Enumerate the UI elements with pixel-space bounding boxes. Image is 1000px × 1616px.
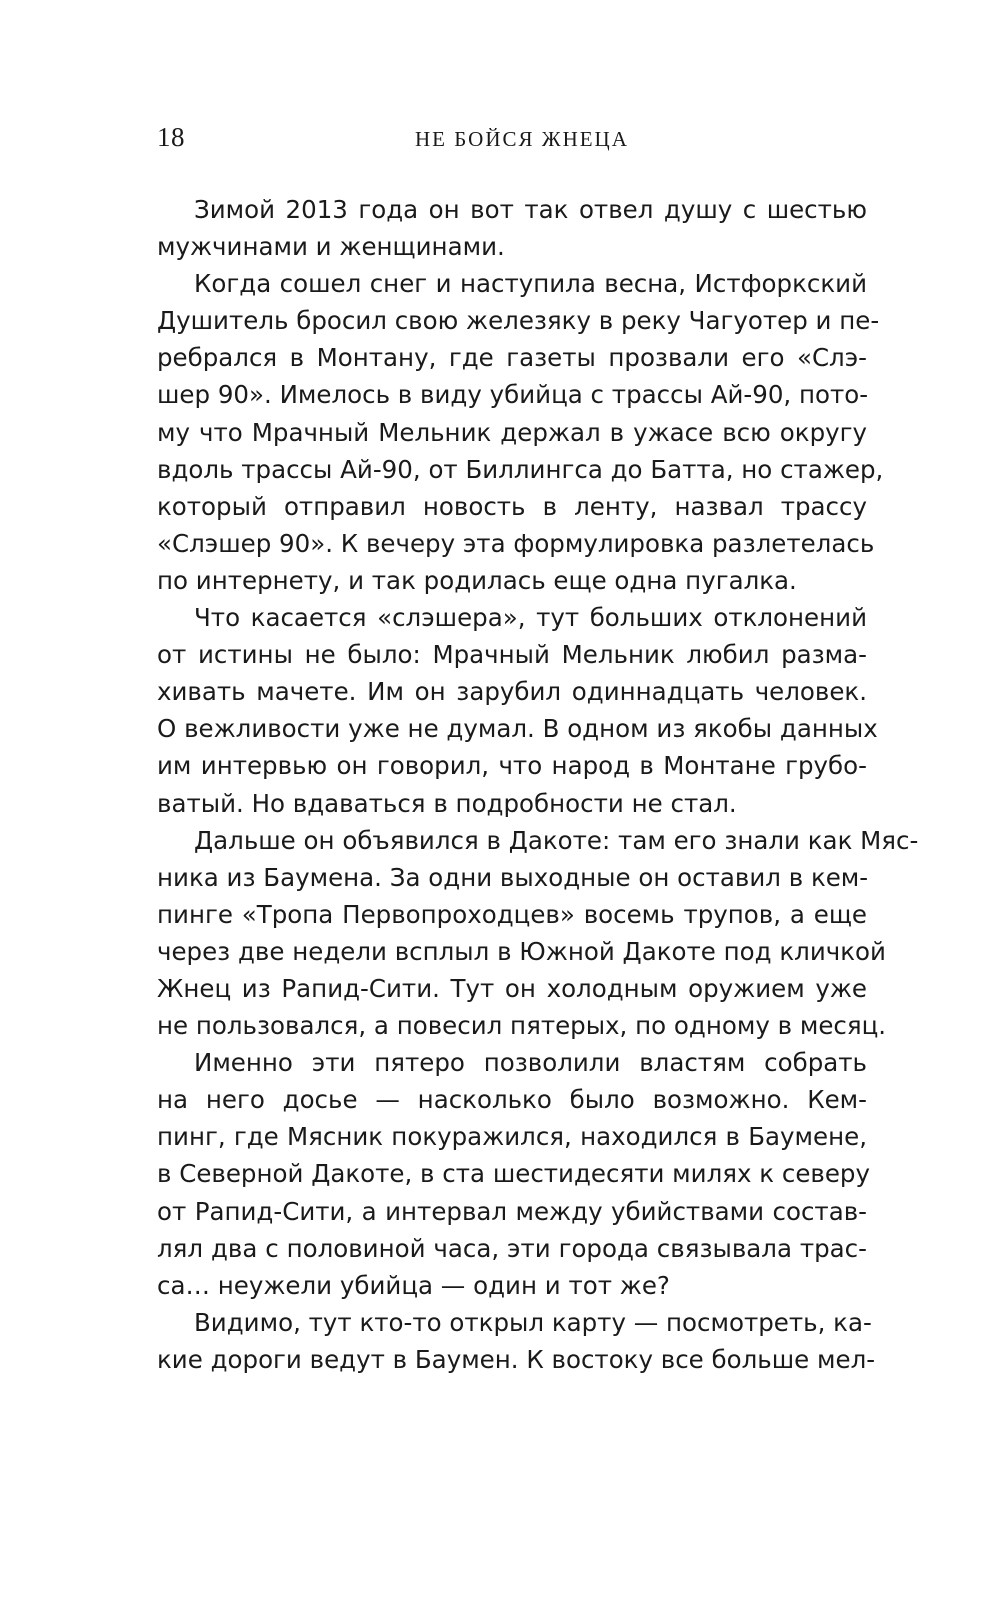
paragraph bbox=[157, 265, 884, 599]
text-line: Душитель бросил свою железяку в реку Чагуотер и пе- bbox=[157, 306, 880, 336]
text-line: шер 90». Имелось в виду убийца с трассы Ай-90, пото- bbox=[157, 380, 869, 410]
text-line: хивать мачете. Им он зарубил одиннадцать человек. bbox=[157, 677, 867, 707]
text-line: мужчинами и женщинами. bbox=[157, 232, 505, 262]
paragraph bbox=[157, 1304, 876, 1378]
text-line: Когда сошел снег и наступила весна, Истфоркский bbox=[194, 269, 867, 299]
text-line: Жнец из Рапид-Сити. Тут он холодным оружием уже bbox=[157, 973, 867, 1003]
text-line: ватый. Но вдаваться в подробности не стал. bbox=[157, 788, 737, 818]
text-line: Именно эти пятеро позволили властям собрать bbox=[194, 1048, 867, 1078]
text-line: который отправил новость в ленту, назвал трассу bbox=[157, 491, 867, 521]
text-line: от Рапид-Сити, а интервал между убийствами состав- bbox=[157, 1196, 867, 1226]
text-line: му что Мрачный Мельник держал в ужасе всю округу bbox=[157, 417, 867, 447]
paragraph bbox=[157, 191, 867, 265]
text-line: вдоль трассы Ай-90, от Биллингса до Батта, но стажер, bbox=[157, 454, 884, 484]
text-line: пинг, где Мясник покуражился, находился в Баумене, bbox=[157, 1122, 867, 1152]
page-number: 18 bbox=[157, 122, 185, 152]
text-line: на него досье — насколько было возможно. Кем- bbox=[157, 1085, 867, 1115]
text-line: кие дороги ведут в Баумен. К востоку все больше мел- bbox=[157, 1344, 876, 1374]
text-line: не пользовался, а повесил пятерых, по одному в месяц. bbox=[157, 1011, 887, 1041]
text-line: О вежливости уже не думал. В одном из якобы данных bbox=[157, 714, 878, 744]
running-head: НЕ БОЙСЯ ЖНЕЦА bbox=[415, 127, 629, 151]
text-line: пинге «Тропа Первопроходцев» восемь трупов, а еще bbox=[157, 899, 867, 929]
page-header bbox=[157, 122, 867, 156]
text-line: по интернету, и так родилась еще одна пугалка. bbox=[157, 565, 797, 595]
text-line: Видимо, тут кто-то открыл карту — посмотреть, ка- bbox=[194, 1307, 872, 1337]
paragraph bbox=[157, 1044, 870, 1304]
text-line: Что касается «слэшера», тут больших отклонений bbox=[194, 603, 867, 633]
text-line: через две недели всплыл в Южной Дакоте под кличкой bbox=[157, 936, 886, 966]
text-line: «Слэшер 90». К вечеру эта формулировка разлетелась bbox=[157, 528, 875, 558]
text-line: лял два с половиной часа, эти города связывала трас- bbox=[157, 1233, 867, 1263]
body-text bbox=[157, 191, 919, 1378]
paragraph bbox=[157, 822, 919, 1045]
text-line: им интервью он говорил, что народ в Монтане грубо- bbox=[157, 751, 867, 781]
text-line: ника из Баумена. За одни выходные он оставил в кем- bbox=[157, 862, 869, 892]
text-line: Дальше он объявился в Дакоте: там его знали как Мяс- bbox=[194, 825, 919, 855]
text-line: в Северной Дакоте, в ста шестидесяти милях к северу bbox=[157, 1159, 870, 1189]
paragraph bbox=[157, 599, 878, 822]
text-line: ребрался в Монтану, где газеты прозвали его «Слэ- bbox=[157, 343, 867, 373]
text-line: Зимой 2013 года он вот так отвел душу с шестью bbox=[194, 195, 867, 224]
text-line: са… неужели убийца — один и тот же? bbox=[157, 1270, 670, 1300]
text-line: от истины не было: Мрачный Мельник любил разма- bbox=[157, 640, 867, 670]
